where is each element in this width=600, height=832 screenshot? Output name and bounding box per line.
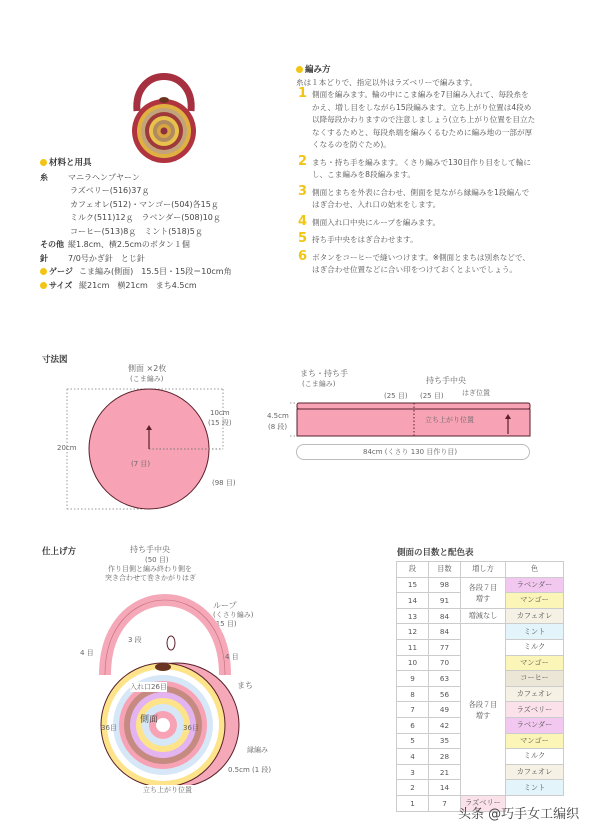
gauge-text: こま編み(側面) 15.5目・15段＝10cm角 [79,267,232,276]
stitch-count: 56 [429,686,461,702]
step-4 [296,213,536,230]
header-color: 色 [506,562,564,578]
handle-count-label: (50 目) [145,556,169,564]
color-cell: ラズベリー [461,795,506,811]
row-num: 9 [397,671,429,687]
height-label: 20cm [57,444,77,452]
stitch-count: 84 [429,624,461,640]
row-num: 7 [397,702,429,718]
color-cell: マンゴー [506,733,564,749]
color-table [396,561,564,812]
step-text: ボタンをコーヒーで縫いつけます。※側面とまちは別糸などで、はぎ合わせ位置などに合い印をつけておくとよいでしょう。 [312,252,530,274]
step-text: 持ち手中央をはぎ合わせます。 [312,235,418,244]
header-increase: 増し方 [461,562,506,578]
left-4-label: 4 目 [80,649,94,657]
strap-rows-label: (8 段) [268,423,288,431]
stitch-count: 84 [429,608,461,624]
radius-label: 10cm [210,409,230,417]
finished-bag-diagram [85,585,255,785]
increase-cell: 増減なし [461,608,506,624]
gusset-label: まち [237,681,253,690]
color-cell: ラベンダー [506,577,564,593]
color-cell: ラズベリー [506,702,564,718]
strap-sub: (こま編み) [302,380,336,388]
opening-label: 入れ口26目 [130,683,167,691]
instructions-section [296,64,536,282]
edge-width-label: 0.5cm (1 段) [228,766,272,774]
color-cell: ミルク [506,639,564,655]
yarn-label: 糸 [40,172,48,182]
radius-rows-label: (15 段) [208,419,232,427]
other-label: その他 [40,240,64,249]
seam-label: はぎ位置 [462,389,490,397]
finish-rise-label: 立ち上がり位置 [143,786,192,794]
left-36-label: 36目 [101,724,117,732]
handle-note-1: 作り目側と編み終わり側を [108,565,192,573]
finish-heading: 仕上げ方 [42,547,77,557]
stitch-count: 7 [429,795,461,811]
watermark: 头条 @巧手女工编织 [458,807,580,822]
other-text: 縦1.8cm、横2.5cmのボタン１個 [68,240,190,249]
color-cell: ミント [506,780,564,796]
stitch-count: 77 [429,639,461,655]
stitch-count: 42 [429,717,461,733]
increase-text: 各段７目 [468,699,498,709]
bullet-icon [296,66,303,73]
instructions-intro: 糸は１本どりで、指定以外はラズベリーで編みます。 [296,77,478,87]
left-25-label: (25 目) [384,392,408,400]
step-text: 側面入れ口中央にループを編みます。 [312,217,441,227]
strap-center-label: 持ち手中央 [426,376,466,385]
row-num: 2 [397,780,429,796]
rows-3-label: 3 段 [128,636,142,644]
stitch-count: 63 [429,671,461,687]
side-sub: (こま編み) [130,375,164,383]
strap-length-label: 84cm (くさり 130 目作り目) [360,447,460,457]
step-number: 4 [298,213,308,229]
center-stitches-label: (7 目) [131,460,151,468]
bag-photo [115,55,215,165]
yarn-line: コーヒー(513)8ｇ ミント(518)5ｇ [70,226,203,236]
bullet-icon [40,268,47,275]
gauge-label: ゲージ [49,267,73,276]
stitch-count: 28 [429,749,461,765]
table-header [397,562,564,578]
bullet-icon [40,159,47,166]
needle-text: 7/0号かぎ針 とじ針 [68,253,145,263]
increase-text: 増す [475,593,491,603]
color-cell: カフェオレ [506,686,564,702]
step-number: 3 [298,183,308,199]
loop-label: ループ [213,601,237,610]
step-3 [296,183,536,212]
yarn-name: マニラヘンプヤーン [68,172,140,182]
row-num: 11 [397,639,429,655]
side-title-text: 側面 ×2枚 [128,364,167,373]
row-num: 3 [397,764,429,780]
color-cell: カフェオレ [506,764,564,780]
step-number: 6 [298,248,308,264]
rise-position-label: 立ち上がり位置 [425,416,474,424]
materials-section [40,157,280,292]
color-cell: カフェオレ [506,608,564,624]
table-row [397,608,564,624]
color-cell: ラベンダー [506,717,564,733]
row-num: 10 [397,655,429,671]
header-row: 段 [397,562,429,578]
row-num: 4 [397,749,429,765]
step-number: 1 [298,86,308,101]
increase-text: 増す [475,710,491,720]
loop-sub-label: (くさり編み) [213,611,254,619]
outer-stitches-label: (98 目) [212,479,236,487]
color-cell: ミルク [506,749,564,765]
size-label: サイズ [49,280,73,290]
increase-cell [461,577,506,608]
stitch-count: 70 [429,655,461,671]
row-num: 15 [397,577,429,593]
step-5 [296,231,536,247]
color-cell: コーヒー [506,671,564,687]
step-text: 側面とまちを外表に合わせ、側面を見ながら縁編みを1段編んではぎ合わせ、入れ口の始末をします。 [312,187,530,209]
color-table-title: 側面の目数と配色表 [397,548,474,558]
stitch-count: 49 [429,702,461,718]
needle-label: 針 [40,253,48,263]
row-num: 8 [397,686,429,702]
step-number: 5 [298,231,308,246]
step-number: 2 [298,153,308,169]
stitch-count: 14 [429,780,461,796]
row-num: 5 [397,733,429,749]
side-label: 側面 [140,715,159,725]
size-text: 縦21cm 横21cm まち4.5cm [79,280,197,290]
step-text: まち・持ち手を編みます。くさり編みで130目作り目をして輪にし、こま編みを8段編みます。 [312,157,531,179]
step-text: 側面を編みます。輪の中にこま編みを7目編み入れて、毎段糸をかえ、増し目をしながら15段編みます。立ち上がり位置は4段め以降毎段かわりますので注意しましょう(立ち上がり位置を目立たなくするためと、毎段糸端を編みくるむために編み地の一部が厚くなるのを防ぐため)。 [312,90,536,149]
increase-cell [461,624,506,796]
stitch-count: 35 [429,733,461,749]
stitch-count: 21 [429,764,461,780]
right-36-label: 36目 [183,724,199,732]
step-6 [296,248,536,277]
handle-center-label: 持ち手中央 [130,545,170,554]
row-num: 1 [397,795,429,811]
bullet-icon [40,282,47,289]
table-row [397,624,564,640]
edge-label: 縁編み [247,746,268,754]
header-stitches: 目数 [429,562,461,578]
strap-width-label: 4.5cm [267,412,289,420]
strap-title: まち・持ち手 [300,369,348,378]
yarn-line: ラズベリー(516)37ｇ [70,186,150,195]
step-1 [296,86,536,152]
color-cell: マンゴー [506,655,564,671]
side-title [128,363,166,374]
side-circle-diagram [60,385,230,515]
yarn-line: カフェオレ(512)・マンゴー(504)各15ｇ [70,199,219,209]
row-num: 14 [397,593,429,609]
row-num: 13 [397,608,429,624]
row-num: 6 [397,717,429,733]
table-row [397,577,564,593]
row-num: 12 [397,624,429,640]
dimension-heading: 寸法図 [42,355,68,365]
stitch-count: 91 [429,593,461,609]
step-2 [296,153,536,182]
handle-note-2: 突き合わせて巻きかがりはぎ [105,574,196,582]
stitch-count: 98 [429,577,461,593]
strap-diagram [290,398,540,440]
increase-text: 各段７目 [468,582,498,592]
right-25-label: (25 目) [420,392,444,400]
color-cell: マンゴー [506,593,564,609]
loop-count-label: (15 目) [213,620,237,628]
color-cell: ミント [506,624,564,640]
materials-heading: 材料と用具 [49,158,92,168]
instructions-heading: 編み方 [305,65,331,75]
right-4-label: 4 目 [225,653,239,661]
yarn-line: ミルク(511)12ｇ ラベンダー(508)10ｇ [70,213,221,222]
